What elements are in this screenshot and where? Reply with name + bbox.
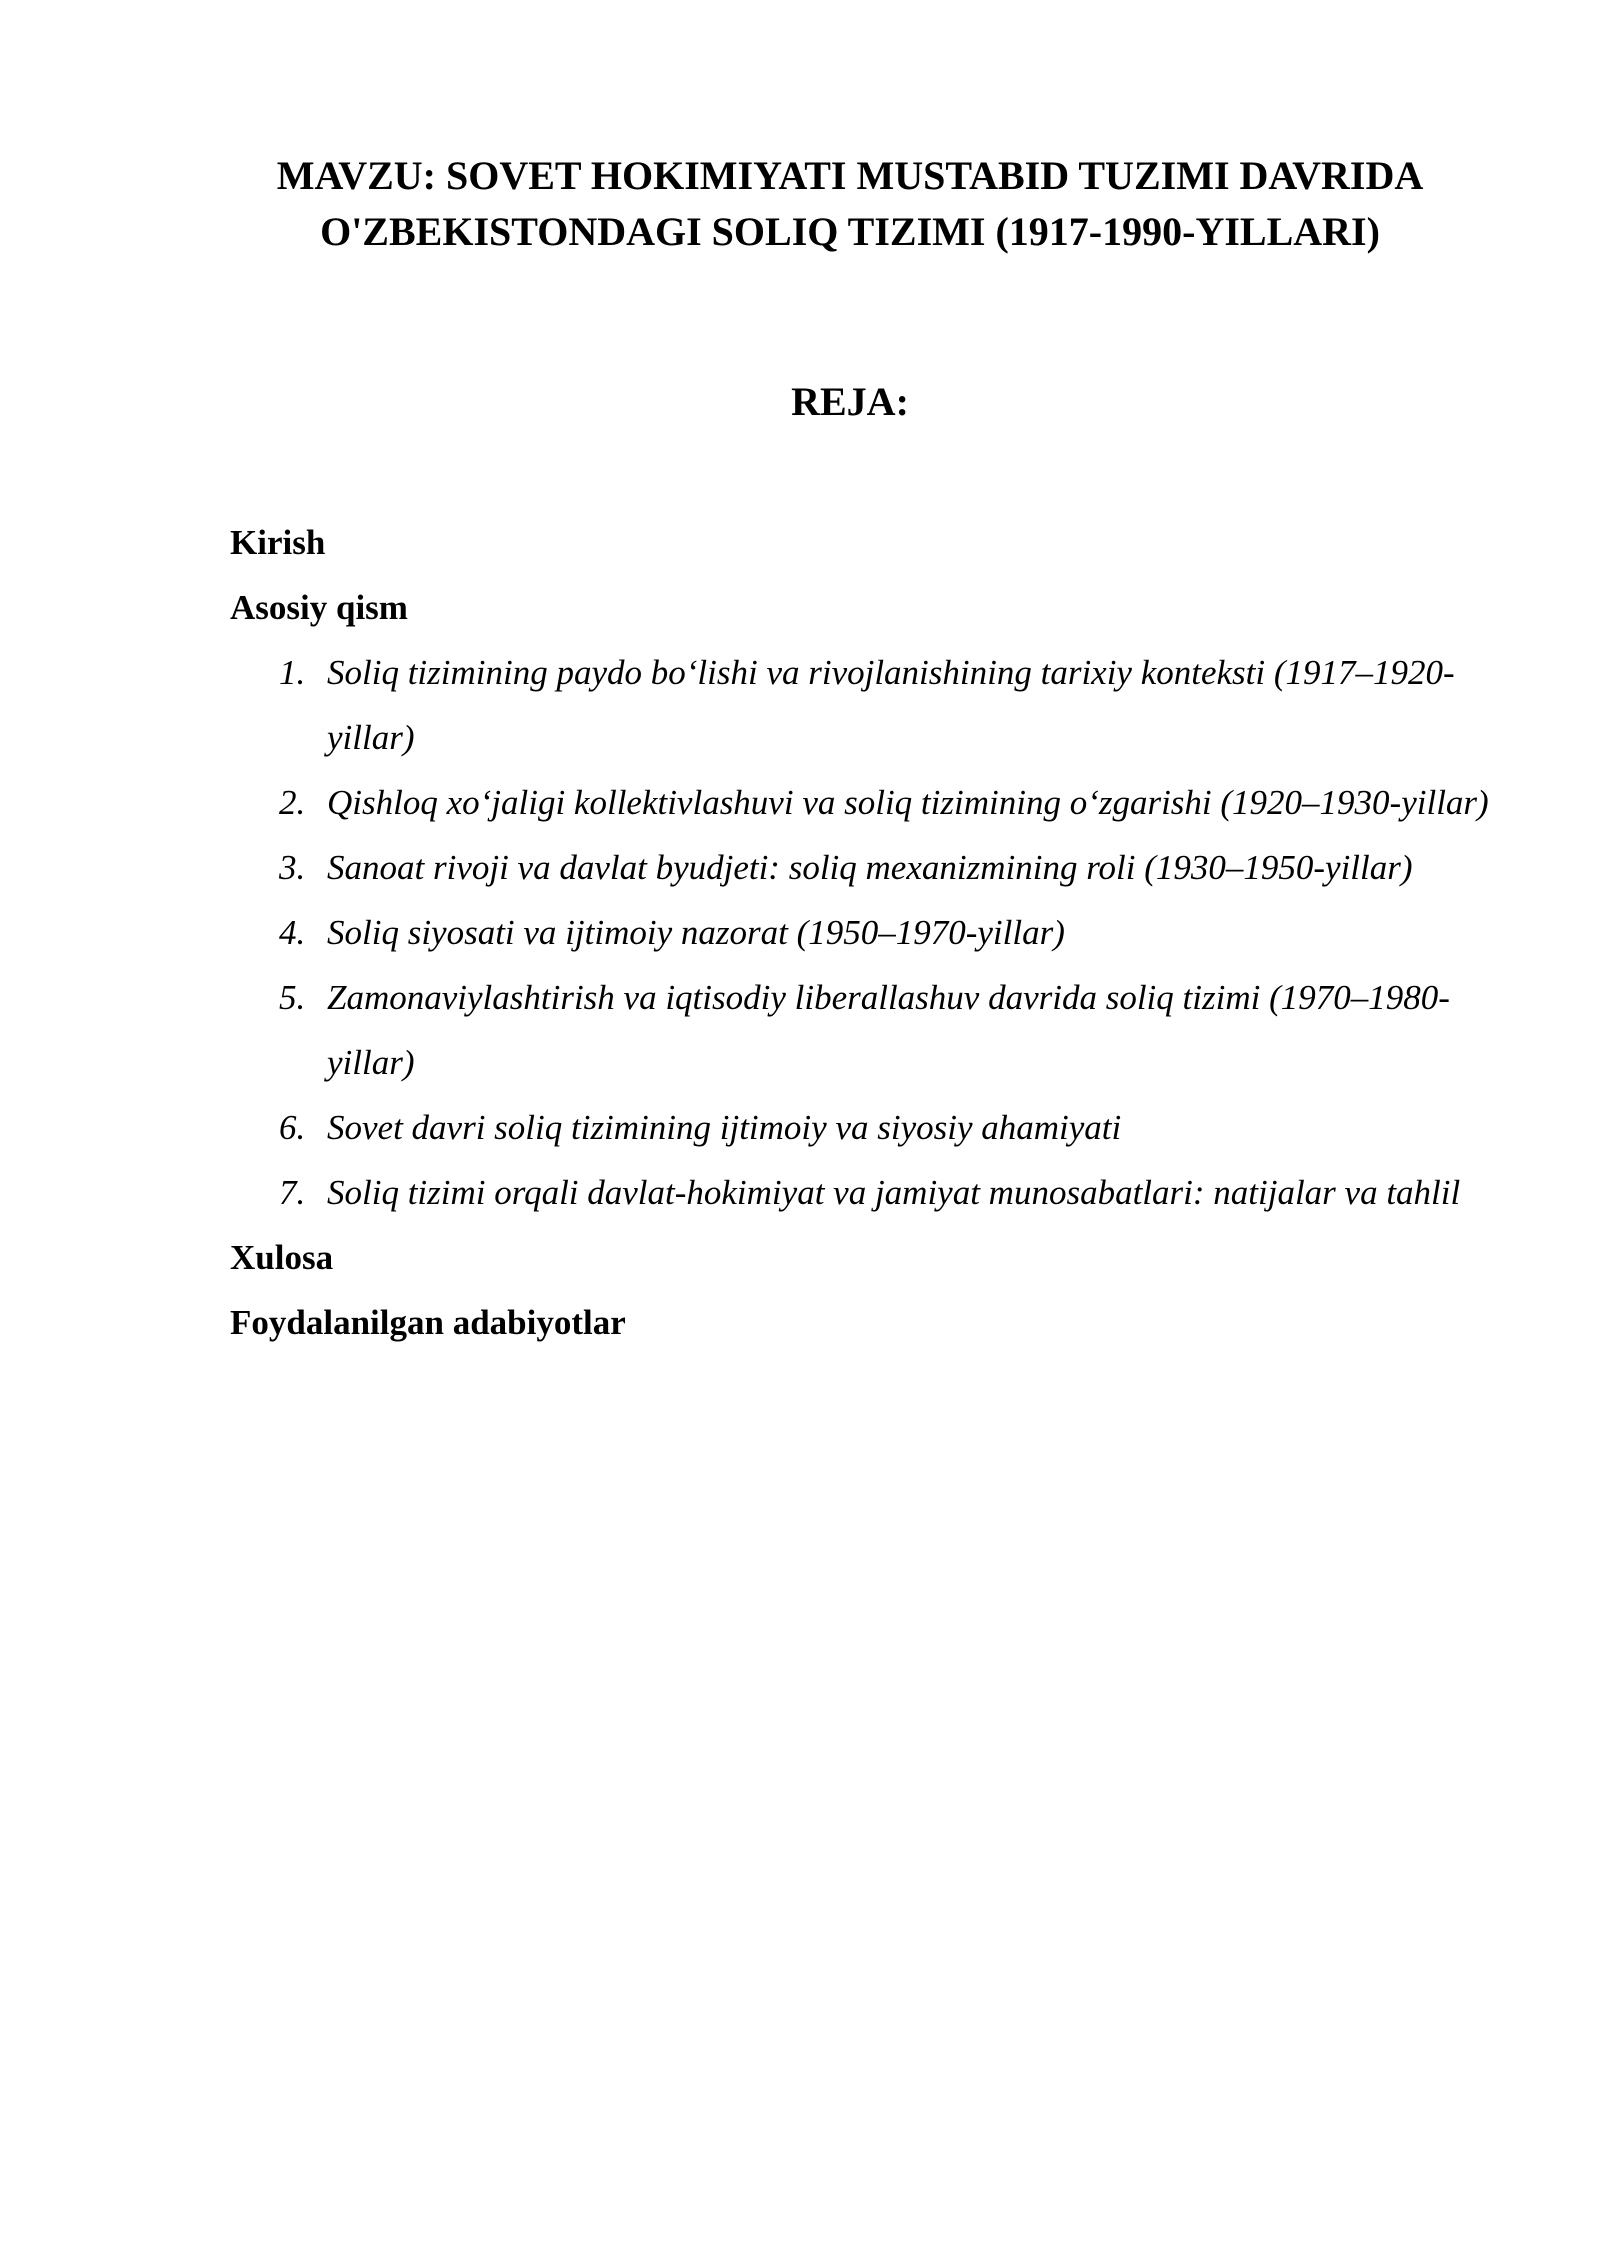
section-references: Foydalanilgan adabiyotlar	[230, 1303, 626, 1342]
list-item-text: Sanoat rivoji va davlat byudjeti: soliq mexanizmining roli (1930–1950-yillar)	[327, 848, 1413, 887]
main-part-list	[230, 640, 1500, 1225]
section-conclusion: Xulosa	[230, 1238, 334, 1277]
plan-heading: REJA:	[791, 379, 909, 424]
list-item	[230, 640, 1500, 770]
plan-outline	[230, 510, 1500, 1355]
list-item	[230, 965, 1500, 1095]
list-item-number: 4.	[279, 913, 306, 952]
list-item-text: Soliq tizimining paydo bo‘lishi va rivojlanishining tarixiy konteksti (1917–1920-yillar)	[327, 653, 1455, 757]
list-item	[230, 1160, 1500, 1225]
document-title	[200, 148, 1500, 260]
list-item	[230, 770, 1500, 835]
section-intro: Kirish	[230, 523, 326, 562]
list-item-number: 3.	[279, 848, 306, 887]
list-item-number: 5.	[279, 978, 306, 1017]
list-item-text: Soliq tizimi orqali davlat-hokimiyat va jamiyat munosabatlari: natijalar va tahlil	[327, 1173, 1461, 1212]
list-item-text: Sovet davri soliq tizimining ijtimoiy va siyosiy ahamiyati	[327, 1108, 1122, 1147]
list-item-text: Zamonaviylashtirish va iqtisodiy liberallashuv davrida soliq tizimi (1970–1980-yillar)	[327, 978, 1450, 1082]
list-item-number: 6.	[279, 1108, 306, 1147]
title-line-2: O'ZBEKISTONDAGI SOLIQ TIZIMI (1917-1990-YILLARI)	[320, 209, 1380, 254]
list-item-number: 7.	[279, 1173, 306, 1212]
list-item-number: 1.	[279, 653, 306, 692]
list-item	[230, 900, 1500, 965]
list-item-text: Qishloq xo‘jaligi kollektivlashuvi va soliq tizimining o‘zgarishi (1920–1930-yillar)	[327, 783, 1489, 822]
list-item	[230, 835, 1500, 900]
list-item-text: Soliq siyosati va ijtimoiy nazorat (1950–1970-yillar)	[327, 913, 1065, 952]
list-item-number: 2.	[279, 783, 306, 822]
section-main-part: Asosiy qism	[230, 588, 408, 627]
title-line-1: MAVZU: SOVET HOKIMIYATI MUSTABID TUZIMI DAVRIDA	[276, 153, 1424, 198]
list-item	[230, 1095, 1500, 1160]
